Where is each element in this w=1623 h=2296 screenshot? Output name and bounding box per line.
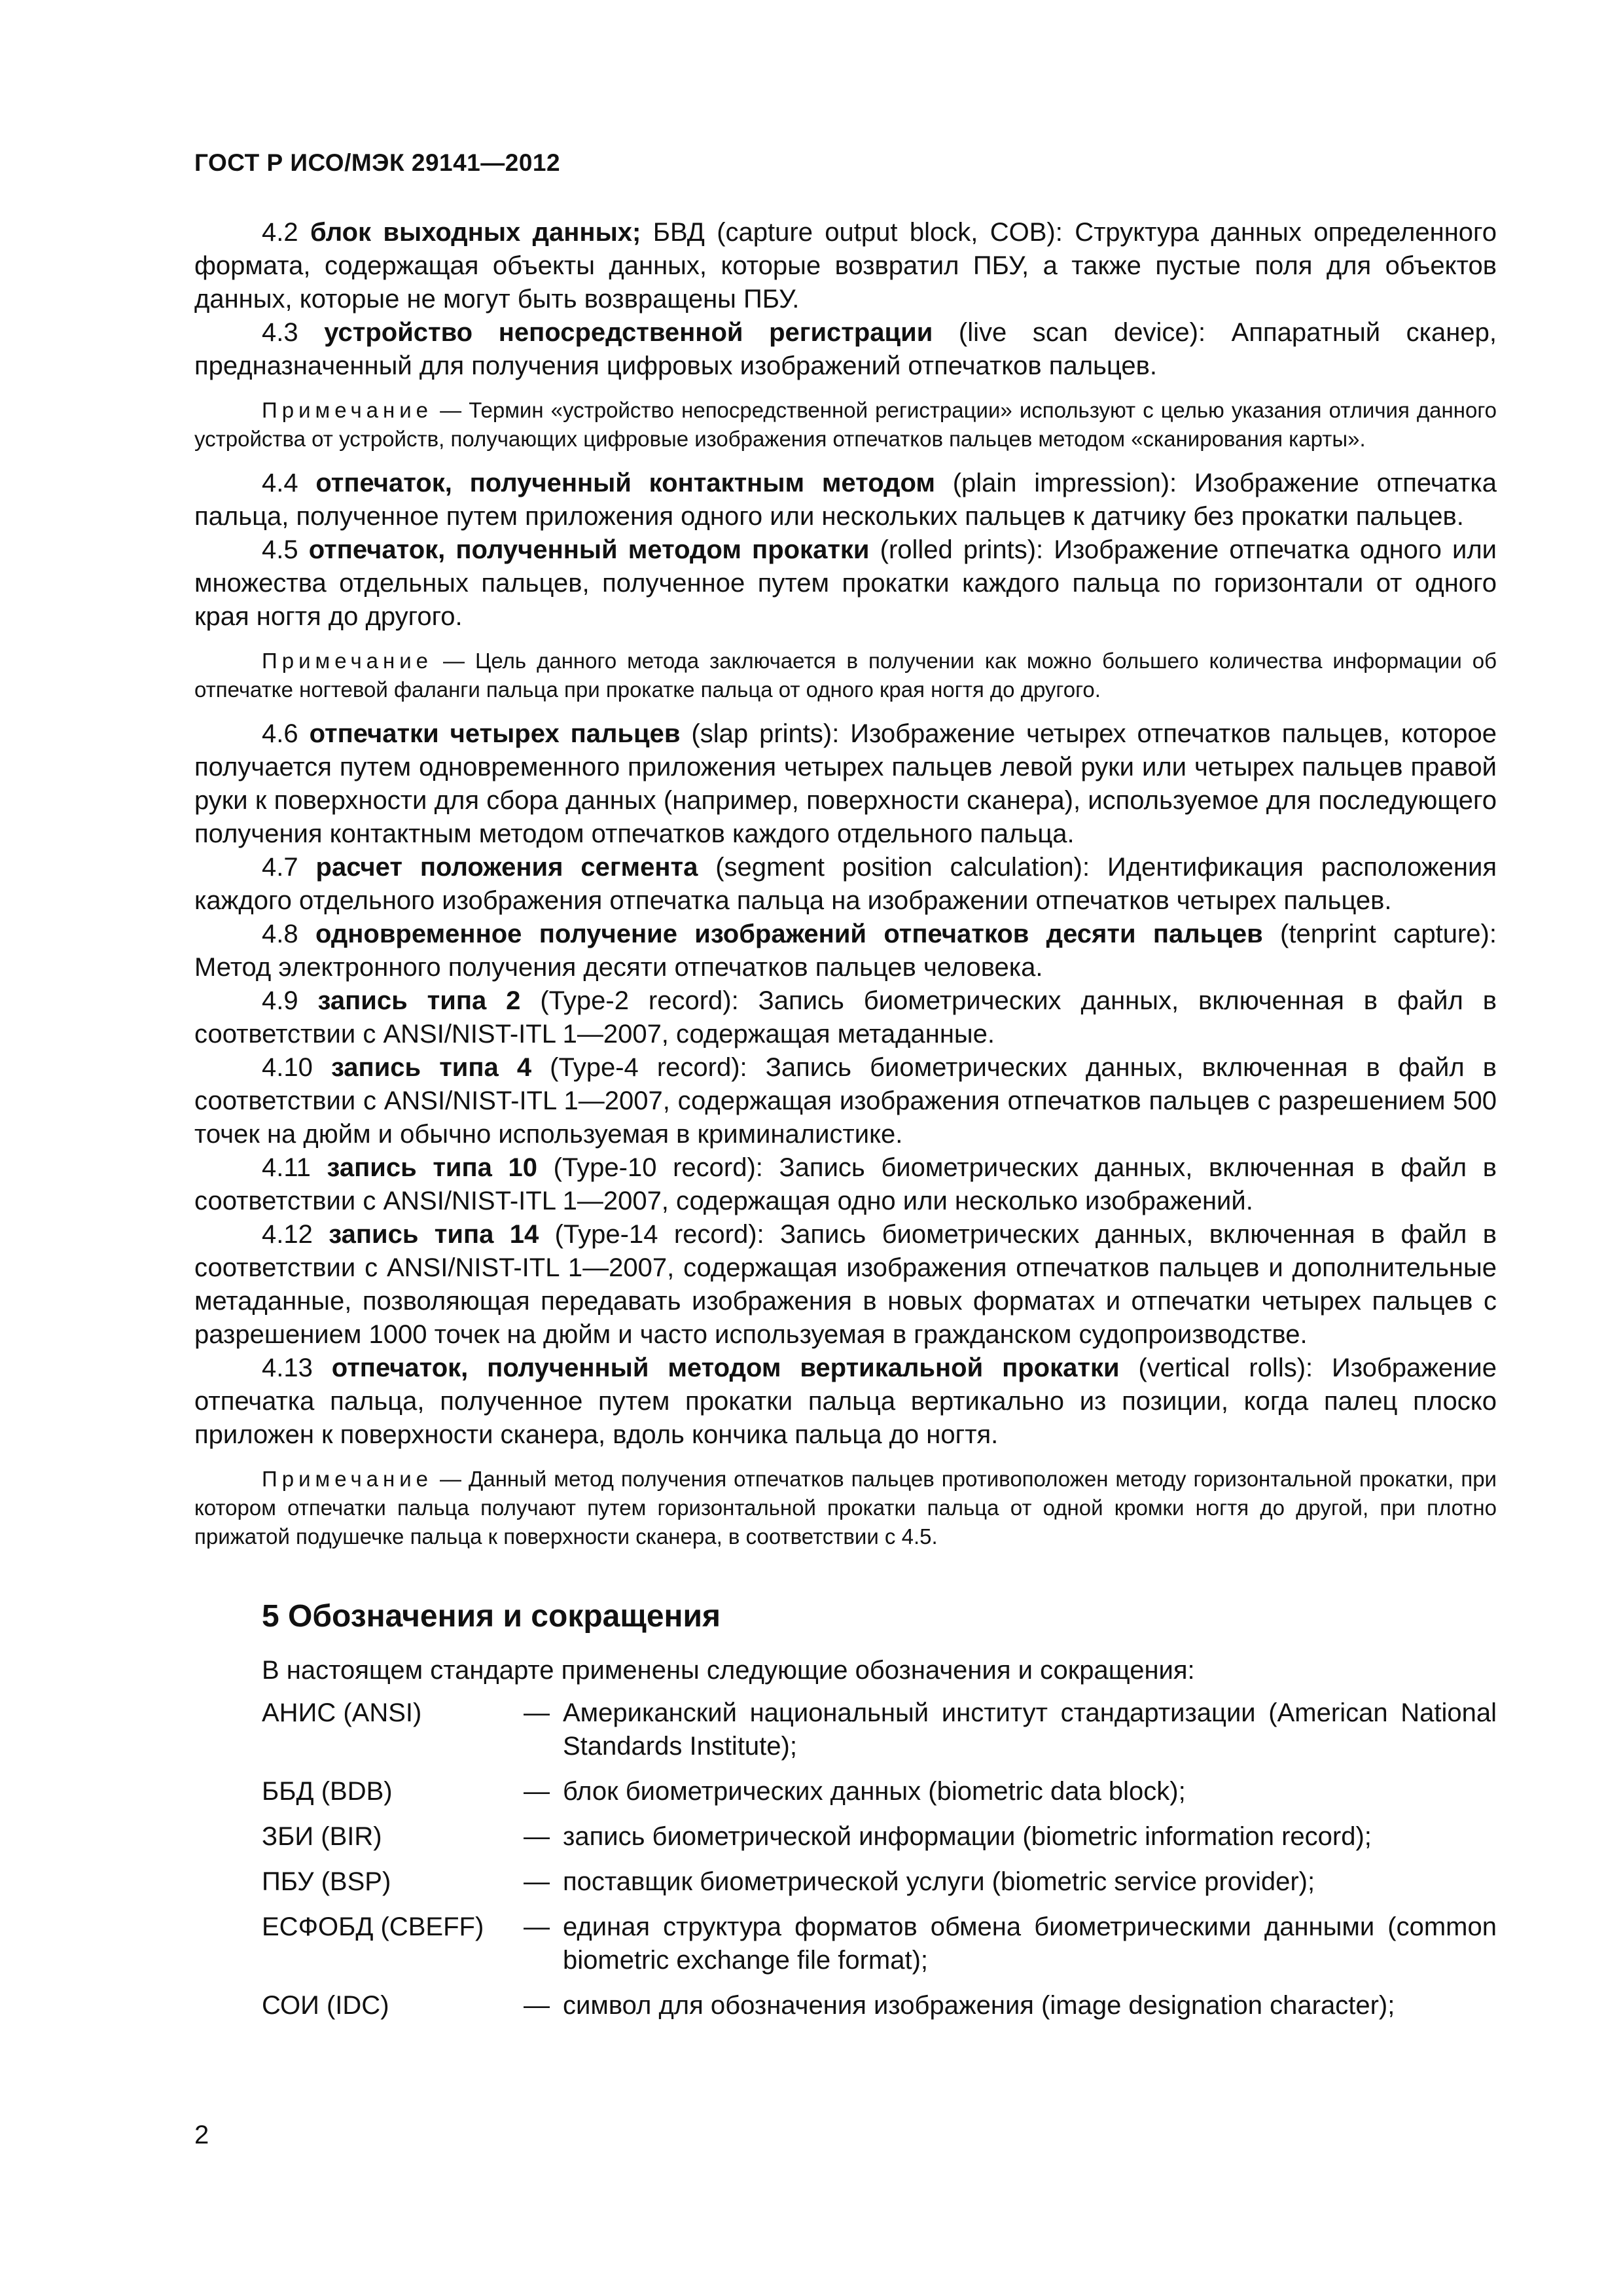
clause-number: 4.13 xyxy=(262,1354,313,1382)
clause-number: 4.11 xyxy=(262,1153,311,1182)
term: блок выходных данных; xyxy=(310,218,641,247)
term: расчет положения сегмента xyxy=(315,853,698,882)
note-label: Примечание xyxy=(262,398,433,422)
definition-4-7 xyxy=(194,851,1497,918)
definition-text: (slap prints): Изображение четырех отпечатков пальцев, которое получается путем одновременного приложения четырех пальцев левой руки или четырех пальцев правой руки к поверхности для сбора данных (например, поверхности сканера), используемое для последующего получения контактным методом отпечатков каждого отдельного пальца. xyxy=(194,719,1497,848)
abbreviation-row xyxy=(194,1775,1497,1808)
clause-number: 4.8 xyxy=(262,920,298,948)
note-3 xyxy=(194,1465,1497,1551)
note-text: — Термин «устройство непосредственной регистрации» используют с целью указания отличия данного устройства от устройств, получающих цифровые изображения отпечатков пальцев методом «сканирования карты». xyxy=(194,398,1497,451)
definition-4-8 xyxy=(194,918,1497,984)
definition-4-12 xyxy=(194,1218,1497,1352)
definition-4-5 xyxy=(194,533,1497,634)
term: устройство непосредственной регистрации xyxy=(324,318,933,347)
abbreviation-row xyxy=(194,1865,1497,1899)
term: отпечаток, полученный методом прокатки xyxy=(308,535,870,564)
page-content xyxy=(194,216,1497,2034)
term: одновременное получение изображений отпечатков десяти пальцев xyxy=(315,920,1263,948)
term: отпечаток, полученный методом вертикальной прокатки xyxy=(331,1354,1120,1382)
definition-text: (tenprint capture): Метод электронного получения десяти отпечатков пальцев человека. xyxy=(194,920,1497,982)
definition-text: (rolled prints): Изображение отпечатка одного или множества отдельных пальцев, полученное путем прокатки каждого пальца по горизонтали от одного края ногтя до другого. xyxy=(194,535,1497,631)
definition-4-9 xyxy=(194,984,1497,1051)
abbreviation-key: ЗБИ (BIR) xyxy=(262,1822,382,1851)
clause-number: 4.9 xyxy=(262,986,298,1015)
note-label: Примечание xyxy=(262,1467,433,1491)
clause-number: 4.10 xyxy=(262,1053,313,1082)
definition-4-13 xyxy=(194,1352,1497,1452)
term: запись типа 14 xyxy=(329,1220,539,1249)
definition-text: (Type-10 record): Запись биометрических данных, включенная в файл в соответствии с ANSI/NIST-ITL 1—2007, содержащая одно или несколько изображений. xyxy=(194,1153,1497,1215)
abbreviation-definition: единая структура форматов обмена биометрическими данными (common biometric exchange file format); xyxy=(563,1912,1497,1975)
clause-number: 4.5 xyxy=(262,535,298,564)
abbreviation-dash: — xyxy=(524,1698,550,1727)
abbreviation-key: СОИ (IDC) xyxy=(262,1991,389,2020)
clause-number: 4.7 xyxy=(262,853,298,882)
definition-4-4 xyxy=(194,467,1497,533)
definition-text: (live scan device): Аппаратный сканер, предназначенный для получения цифровых изображений отпечатков пальцев. xyxy=(194,318,1497,380)
note-1 xyxy=(194,396,1497,454)
definition-text: (Type-4 record): Запись биометрических данных, включенная в файл в соответствии с ANSI/NIST-ITL 1—2007, содержащая изображения отпечатков пальцев с разрешением 500 точек на дюйм и обычно используемая в криминалистике. xyxy=(194,1053,1497,1149)
abbreviation-definition: поставщик биометрической услуги (biometric service provider); xyxy=(563,1867,1315,1896)
note-text: — Данный метод получения отпечатков пальцев противоположен методу горизонтальной прокатки, при котором отпечатки пальца получают путем горизонтальной прокатки пальца от одной кромки ногтя до другой, при плотно прижатой подушечке пальца к поверхности сканера, в соответствии с 4.5. xyxy=(194,1467,1497,1549)
term: отпечатки четырех пальцев xyxy=(309,719,681,748)
clause-number: 4.12 xyxy=(262,1220,313,1249)
definition-4-6 xyxy=(194,717,1497,851)
abbreviation-definition: символ для обозначения изображения (image designation character); xyxy=(563,1991,1395,2020)
abbreviation-row xyxy=(194,1696,1497,1763)
term: запись типа 2 xyxy=(317,986,521,1015)
definition-4-3 xyxy=(194,316,1497,383)
note-label: Примечание xyxy=(262,649,433,673)
definition-text: (plain impression): Изображение отпечатка пальца, полученное путем приложения одного или нескольких пальцев к датчику без прокатки пальцев. xyxy=(194,469,1497,531)
abbreviation-definition: запись биометрической информации (biometric information record); xyxy=(563,1822,1372,1851)
abbreviation-definition: блок биометрических данных (biometric data block); xyxy=(563,1777,1186,1806)
definition-4-10 xyxy=(194,1051,1497,1151)
abbreviation-key: АНИС (ANSI) xyxy=(262,1698,422,1727)
abbreviation-dash: — xyxy=(524,1867,550,1896)
clause-number: 4.2 xyxy=(262,218,298,247)
abbreviations-intro: В настоящем стандарте применены следующие обозначения и сокращения: xyxy=(262,1656,1195,1685)
definition-text: (segment position calculation): Идентификация расположения каждого отдельного изображения отпечатка пальца на изображении отпечатков четырех пальцев. xyxy=(194,853,1497,915)
abbreviation-row xyxy=(194,1910,1497,1977)
abbreviation-row xyxy=(194,1989,1497,2022)
definition-4-11 xyxy=(194,1151,1497,1218)
section-5-title: 5 Обозначения и сокращения xyxy=(262,1599,721,1634)
abbreviation-key: ПБУ (BSP) xyxy=(262,1867,391,1896)
term: отпечаток, полученный контактным методом xyxy=(315,469,935,497)
clause-number: 4.4 xyxy=(262,469,298,497)
clause-number: 4.6 xyxy=(262,719,298,748)
definition-text: БВД (capture output block, COB): Структура данных определенного формата, содержащая объекты данных, которые возвратил ПБУ, а также пустые поля для объектов данных, которые не могут быть возвращены ПБУ. xyxy=(194,218,1497,314)
term: запись типа 10 xyxy=(327,1153,538,1182)
abbreviation-dash: — xyxy=(524,1822,550,1851)
abbreviation-key: ББД (BDB) xyxy=(262,1777,393,1806)
abbreviation-definition: Американский национальный институт стандартизации (American National Standards Institute); xyxy=(563,1698,1497,1761)
definition-text: (Type-14 record): Запись биометрических данных, включенная в файл в соответствии с ANSI/NIST-ITL 1—2007, содержащая изображения отпечатков пальцев и дополнительные метаданные, позволяющая передавать изображения в новых форматах и отпечатки четырех пальцев с разрешением 1000 точек на дюйм и часто используемая в гражданском судопроизводстве. xyxy=(194,1220,1497,1349)
abbreviation-dash: — xyxy=(524,1912,550,1941)
abbreviation-dash: — xyxy=(524,1991,550,2020)
definition-4-2 xyxy=(194,216,1497,316)
document-header: ГОСТ Р ИСО/МЭК 29141—2012 xyxy=(194,149,561,176)
clause-number: 4.3 xyxy=(262,318,298,347)
page-number: 2 xyxy=(194,2121,209,2149)
note-2 xyxy=(194,647,1497,704)
definition-text: (Type-2 record): Запись биометрических данных, включенная в файл в соответствии с ANSI/NIST-ITL 1—2007, содержащая метаданные. xyxy=(194,986,1497,1049)
term: запись типа 4 xyxy=(330,1053,532,1082)
note-text: — Цель данного метода заключается в получении как можно большего количества информации об отпечатке ногтевой фаланги пальца при прокатке пальца от одного края ногтя до другого. xyxy=(194,649,1497,702)
abbreviation-row xyxy=(194,1820,1497,1854)
definition-text: (vertical rolls): Изображение отпечатка пальца, полученное путем прокатки пальца вертикально из позиции, когда палец плоско приложен к поверхности сканера, вдоль кончика пальца до ногтя. xyxy=(194,1354,1497,1449)
abbreviation-dash: — xyxy=(524,1777,550,1806)
abbreviation-key: ЕСФОБД (CBEFF) xyxy=(262,1912,484,1941)
